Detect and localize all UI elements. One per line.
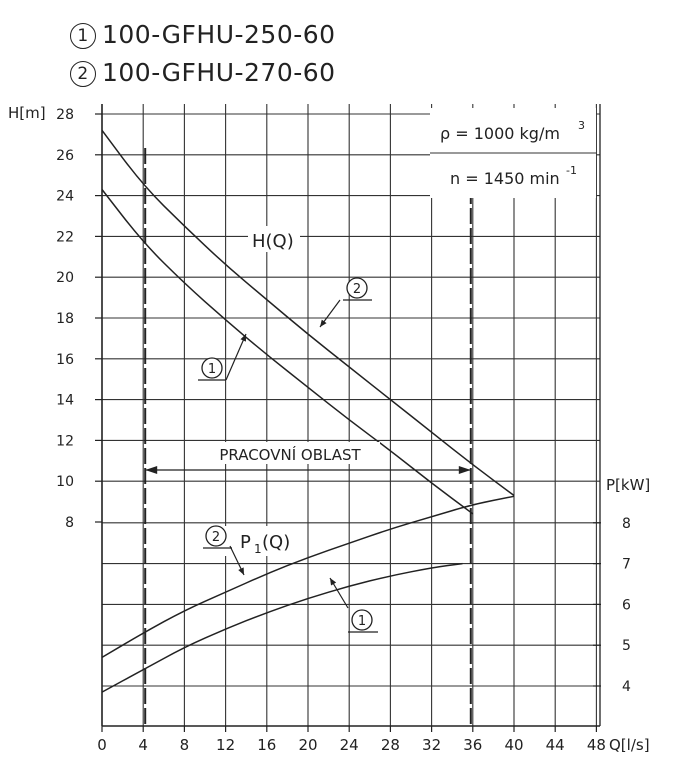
y-tick-label: 28 xyxy=(56,107,74,123)
x-tick-label: 8 xyxy=(179,736,190,754)
working-range-arrowhead-left xyxy=(145,466,157,474)
y-tick-label: 18 xyxy=(56,311,74,327)
power-curve-label: P xyxy=(240,532,251,553)
speed-label: n = 1450 min xyxy=(450,169,560,188)
annotations xyxy=(145,108,596,724)
x-tick-label: 0 xyxy=(97,736,107,754)
power-marker-2-number: 2 xyxy=(211,530,221,545)
y-tick-label: 26 xyxy=(56,147,74,164)
y-axis-right-label: P[kW] xyxy=(606,476,651,494)
power-curve-1 xyxy=(102,564,463,693)
head-marker-1-leader xyxy=(226,334,246,380)
density-superscript: 3 xyxy=(578,119,585,132)
p-tick-label: 4 xyxy=(622,679,631,695)
x-tick-label: 4 xyxy=(138,736,148,754)
legend-label-2: 100-GFHU-270-60 xyxy=(102,58,336,87)
power-curve-label-tail: (Q) xyxy=(262,532,291,553)
power-marker-1-number: 1 xyxy=(357,614,367,629)
speed-superscript: -1 xyxy=(566,164,577,177)
y-tick-label: 14 xyxy=(56,392,74,409)
head-marker-1-number: 1 xyxy=(207,362,217,377)
power-marker-2-arrowhead xyxy=(238,567,246,576)
y-tick-label: 16 xyxy=(56,351,74,368)
y-axis-left-label: H[m] xyxy=(8,104,46,122)
head-marker-2-number: 2 xyxy=(352,282,362,297)
power-curve-label-subscript: 1 xyxy=(254,542,262,556)
x-tick-label: 36 xyxy=(463,736,483,754)
y-tick-label: 12 xyxy=(56,433,74,450)
p-tick-label: 5 xyxy=(622,638,631,655)
density-label: ρ = 1000 kg/m xyxy=(440,124,560,143)
x-tick-label: 16 xyxy=(257,736,277,754)
x-tick-label: 48 xyxy=(586,736,606,754)
legend-number-1: 1 xyxy=(70,23,96,49)
x-tick-label: 12 xyxy=(216,736,236,754)
p-tick-label: 7 xyxy=(622,556,631,573)
x-tick-label: 44 xyxy=(545,736,565,754)
y-tick-label: 24 xyxy=(56,188,74,205)
x-tick-label: 32 xyxy=(422,736,442,754)
head-curve-label: H(Q) xyxy=(252,231,294,252)
legend-number-2: 2 xyxy=(70,61,96,87)
y-tick-label: 8 xyxy=(65,515,74,531)
p-tick-label: 6 xyxy=(622,597,631,614)
power-marker-1-arrowhead xyxy=(327,576,336,585)
x-tick-label: 20 xyxy=(298,736,318,754)
x-axis-label: Q[l/s] xyxy=(609,736,650,754)
y-tick-label: 22 xyxy=(56,229,74,246)
x-tick-label: 28 xyxy=(380,736,400,754)
x-tick-label: 24 xyxy=(339,736,359,754)
working-range-arrowhead-right xyxy=(459,466,471,474)
x-tick-label: 40 xyxy=(504,736,524,754)
legend-label-1: 100-GFHU-250-60 xyxy=(102,20,336,49)
head-marker-2-arrowhead xyxy=(318,320,327,329)
p-tick-label: 8 xyxy=(622,515,631,532)
y-tick-label: 20 xyxy=(56,270,74,287)
y-tick-label: 10 xyxy=(56,474,74,491)
working-range-label: PRACOVNÍ OBLAST xyxy=(219,446,361,464)
